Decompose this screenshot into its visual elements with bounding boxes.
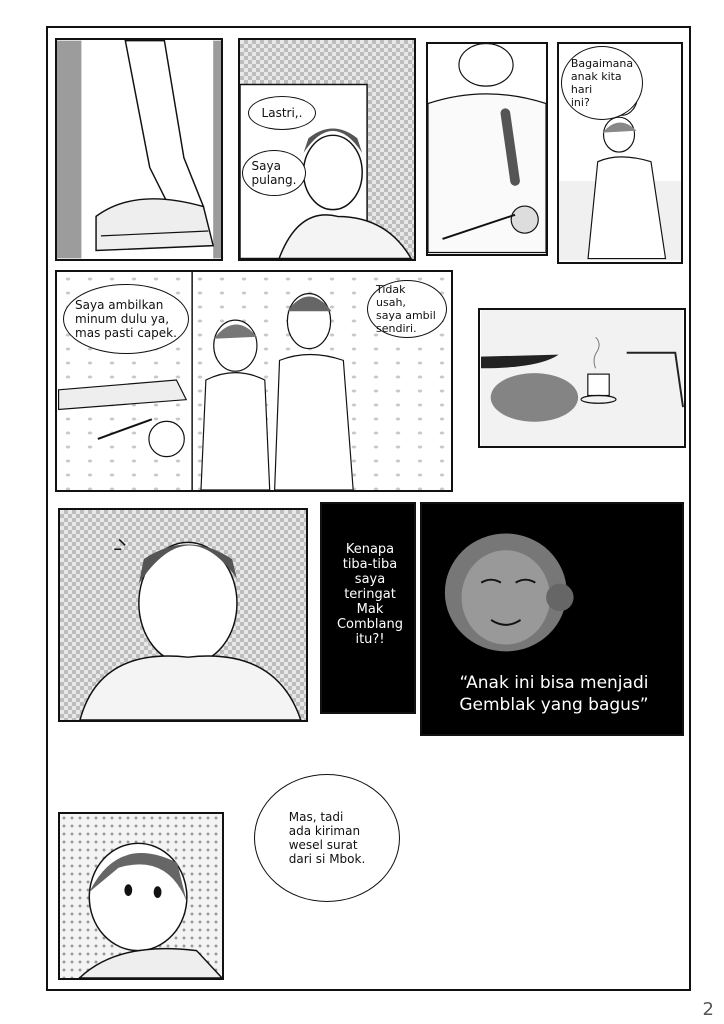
wife-illustration: [60, 814, 222, 978]
knitting-illustration: [428, 44, 546, 254]
speech-bubble: [242, 150, 306, 196]
speech-text: Saya ambilkan minum dulu ya, mas pasti capek.: [75, 298, 177, 340]
speech-bubble: [561, 46, 643, 120]
narration-text: Kenapa tiba-tiba saya teringat Mak Comblang itu?!: [336, 542, 403, 647]
coffee-cup-illustration: [480, 310, 684, 446]
speech-bubble: [248, 96, 316, 130]
panel-knitting: [426, 42, 548, 256]
husband-illustration: [240, 40, 414, 259]
speech-text: Bagaimana anak kita hari ini?: [570, 57, 634, 109]
speech-text: Mas, tadi ada kiriman wesel surat dari si Mbok.: [288, 810, 366, 866]
husband-thinking-illustration: [60, 510, 306, 720]
panel-asking: [557, 42, 683, 264]
legs-illustration: [57, 40, 221, 259]
speech-bubble: [63, 284, 189, 354]
panel-husband-thinking: [58, 508, 308, 722]
panel-matchmaker-memory: [420, 502, 684, 736]
speech-bubble: [254, 774, 400, 902]
panel-wife-informs: [58, 812, 224, 980]
panel-embrace: [55, 270, 453, 492]
speech-text: Lastri,.: [261, 106, 303, 120]
speech-text: Tidak usah, saya ambil sendiri.: [376, 283, 436, 335]
page-number: 2: [702, 999, 714, 1020]
quote-text: “Anak ini bisa menjadi Gemblak yang bagus”: [459, 673, 649, 715]
speech-bubble: [367, 280, 447, 338]
panel-narration: [320, 502, 416, 714]
panel-legs: [55, 38, 223, 261]
speech-text: Saya pulang.: [251, 159, 297, 187]
panel-husband-arrives: [238, 38, 416, 261]
panel-coffee-cup: [478, 308, 686, 448]
